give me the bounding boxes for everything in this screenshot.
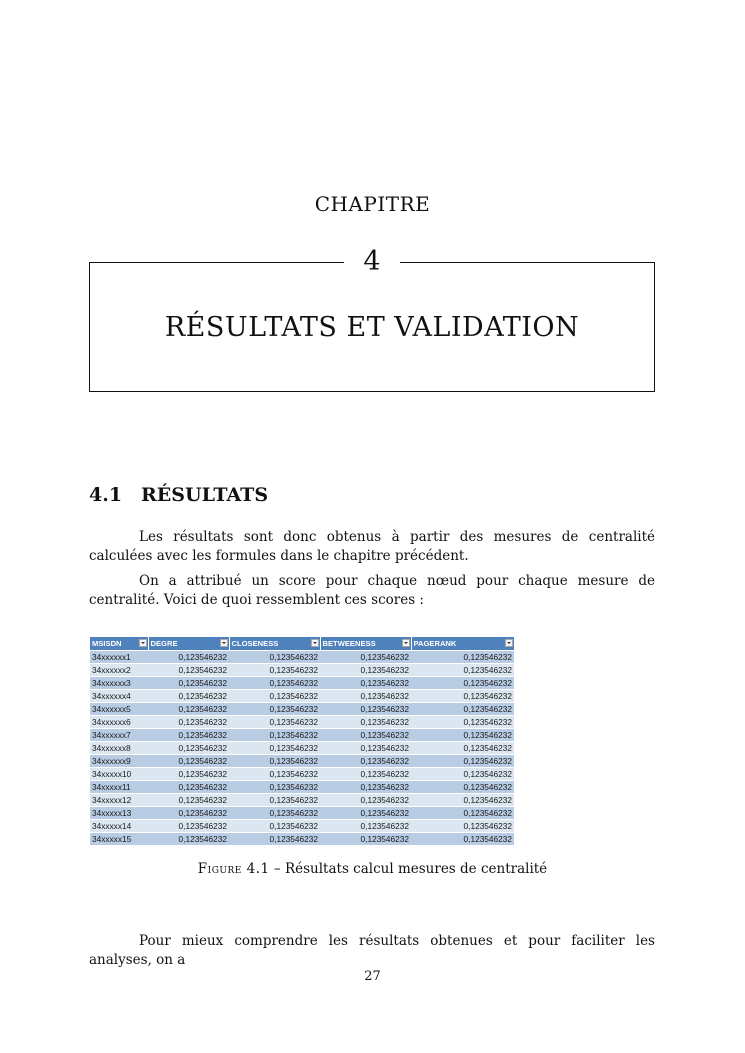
table-cell[interactable]: 0,123546232 bbox=[320, 807, 411, 820]
chapter-number: 4 bbox=[344, 245, 400, 279]
table-cell[interactable]: 34xxxxxx1 bbox=[90, 651, 148, 664]
table-header-row bbox=[90, 637, 514, 651]
table-cell[interactable]: 0,123546232 bbox=[229, 833, 320, 846]
table-row bbox=[90, 820, 514, 833]
chapter-label: CHAPITRE bbox=[314, 192, 431, 216]
table-cell[interactable]: 0,123546232 bbox=[148, 768, 229, 781]
table-cell[interactable]: 0,123546232 bbox=[320, 820, 411, 833]
paragraph-scores: On a attribué un score pour chaque nœud pour chaque mesure de centralité. Voici de quoi ressemblent ces scores : bbox=[89, 573, 655, 608]
table-cell[interactable]: 34xxxxx10 bbox=[90, 768, 148, 781]
filter-dropdown-icon[interactable] bbox=[311, 639, 319, 647]
table-cell[interactable]: 0,123546232 bbox=[320, 677, 411, 690]
table-row bbox=[90, 768, 514, 781]
table-cell[interactable]: 0,123546232 bbox=[148, 833, 229, 846]
table-cell[interactable]: 0,123546232 bbox=[229, 820, 320, 833]
table-row bbox=[90, 781, 514, 794]
table-cell[interactable]: 34xxxxx11 bbox=[90, 781, 148, 794]
table-cell[interactable]: 0,123546232 bbox=[320, 768, 411, 781]
table-cell[interactable]: 0,123546232 bbox=[148, 742, 229, 755]
table-cell[interactable]: 0,123546232 bbox=[320, 664, 411, 677]
filter-dropdown-icon[interactable] bbox=[402, 639, 410, 647]
table-cell[interactable]: 0,123546232 bbox=[229, 781, 320, 794]
table-body bbox=[90, 651, 514, 846]
table-cell[interactable]: 0,123546232 bbox=[229, 742, 320, 755]
table-cell[interactable]: 0,123546232 bbox=[411, 833, 514, 846]
table-cell[interactable]: 0,123546232 bbox=[320, 716, 411, 729]
paragraph-intro: Les résultats sont donc obtenus à partir des mesures de centralité calculées avec les formules dans le chapitre précédent. bbox=[89, 529, 655, 564]
table-cell[interactable]: 0,123546232 bbox=[320, 742, 411, 755]
table-cell[interactable]: 0,123546232 bbox=[148, 677, 229, 690]
table-row bbox=[90, 833, 514, 846]
table-cell[interactable]: 0,123546232 bbox=[148, 651, 229, 664]
figure-label: Figure 4.1 bbox=[197, 861, 270, 877]
results-table bbox=[90, 637, 515, 845]
chapter-title: RÉSULTATS ET VALIDATION bbox=[164, 312, 580, 343]
table-cell[interactable]: 34xxxxx12 bbox=[90, 794, 148, 807]
table-cell[interactable]: 0,123546232 bbox=[148, 716, 229, 729]
table-cell[interactable]: 34xxxxxx3 bbox=[90, 677, 148, 690]
table-cell[interactable]: 0,123546232 bbox=[320, 833, 411, 846]
header-closeness: CLOSENESS bbox=[229, 637, 320, 651]
table-row bbox=[90, 755, 514, 768]
table-cell[interactable]: 0,123546232 bbox=[411, 664, 514, 677]
table-cell[interactable]: 0,123546232 bbox=[320, 690, 411, 703]
table-cell[interactable]: 0,123546232 bbox=[320, 755, 411, 768]
table-cell[interactable]: 0,123546232 bbox=[148, 755, 229, 768]
table-cell[interactable]: 0,123546232 bbox=[411, 716, 514, 729]
header-msisdn: MSISDN bbox=[90, 637, 148, 651]
table-cell[interactable]: 0,123546232 bbox=[411, 820, 514, 833]
table-row bbox=[90, 690, 514, 703]
table-cell[interactable]: 0,123546232 bbox=[320, 729, 411, 742]
table-cell[interactable]: 0,123546232 bbox=[148, 794, 229, 807]
table-cell[interactable]: 0,123546232 bbox=[411, 677, 514, 690]
table-cell[interactable]: 0,123546232 bbox=[148, 807, 229, 820]
figure-caption: Figure 4.1 – Résultats calcul mesures de centralité bbox=[197, 861, 548, 877]
section-title: RÉSULTATS bbox=[141, 484, 269, 506]
table-cell[interactable]: 0,123546232 bbox=[411, 768, 514, 781]
table-cell[interactable]: 0,123546232 bbox=[229, 768, 320, 781]
table-cell[interactable]: 0,123546232 bbox=[229, 716, 320, 729]
results-figure bbox=[90, 637, 514, 845]
filter-dropdown-icon[interactable] bbox=[139, 639, 147, 647]
header-betweeness: BETWEENESS bbox=[320, 637, 411, 651]
table-cell[interactable]: 0,123546232 bbox=[229, 664, 320, 677]
table-row bbox=[90, 794, 514, 807]
table-cell[interactable]: 0,123546232 bbox=[411, 781, 514, 794]
table-row bbox=[90, 651, 514, 664]
table-cell[interactable]: 34xxxxx13 bbox=[90, 807, 148, 820]
table-cell[interactable]: 0,123546232 bbox=[320, 794, 411, 807]
table-cell[interactable]: 34xxxxx15 bbox=[90, 833, 148, 846]
section-number: 4.1 bbox=[89, 484, 123, 506]
table-cell[interactable]: 0,123546232 bbox=[148, 690, 229, 703]
table-cell[interactable]: 34xxxxxx4 bbox=[90, 690, 148, 703]
table-cell[interactable]: 34xxxxxx8 bbox=[90, 742, 148, 755]
table-cell[interactable]: 0,123546232 bbox=[411, 794, 514, 807]
filter-dropdown-icon[interactable] bbox=[220, 639, 228, 647]
table-cell[interactable]: 34xxxxx14 bbox=[90, 820, 148, 833]
table-cell[interactable]: 0,123546232 bbox=[411, 742, 514, 755]
table-cell[interactable]: 0,123546232 bbox=[320, 781, 411, 794]
table-cell[interactable]: 0,123546232 bbox=[148, 820, 229, 833]
table-cell[interactable]: 0,123546232 bbox=[411, 690, 514, 703]
table-cell[interactable]: 0,123546232 bbox=[411, 651, 514, 664]
table-cell[interactable]: 0,123546232 bbox=[411, 755, 514, 768]
table-cell[interactable]: 0,123546232 bbox=[148, 703, 229, 716]
paragraph-analysis: Pour mieux comprendre les résultats obtenues et pour faciliter les analyses, on a bbox=[89, 933, 655, 968]
table-cell[interactable]: 0,123546232 bbox=[229, 807, 320, 820]
filter-dropdown-icon[interactable] bbox=[505, 639, 513, 647]
page-number: 27 bbox=[364, 969, 381, 984]
table-cell[interactable]: 0,123546232 bbox=[411, 729, 514, 742]
table-cell[interactable]: 34xxxxxx2 bbox=[90, 664, 148, 677]
table-cell[interactable]: 34xxxxxx6 bbox=[90, 716, 148, 729]
table-row bbox=[90, 703, 514, 716]
table-row bbox=[90, 729, 514, 742]
header-pagerank: PAGERANK bbox=[411, 637, 514, 651]
table-cell[interactable]: 0,123546232 bbox=[229, 703, 320, 716]
table-cell[interactable]: 0,123546232 bbox=[229, 755, 320, 768]
table-cell[interactable]: 0,123546232 bbox=[148, 664, 229, 677]
table-row bbox=[90, 807, 514, 820]
figure-text: Résultats calcul mesures de centralité bbox=[284, 861, 548, 877]
table-cell[interactable]: 0,123546232 bbox=[411, 703, 514, 716]
table-cell[interactable]: 0,123546232 bbox=[411, 807, 514, 820]
table-cell[interactable]: 34xxxxxx5 bbox=[90, 703, 148, 716]
table-row bbox=[90, 716, 514, 729]
table-cell[interactable]: 0,123546232 bbox=[148, 729, 229, 742]
section-heading bbox=[89, 484, 268, 506]
table-cell[interactable]: 0,123546232 bbox=[320, 651, 411, 664]
table-row bbox=[90, 664, 514, 677]
table-cell[interactable]: 0,123546232 bbox=[320, 703, 411, 716]
table-cell[interactable]: 0,123546232 bbox=[229, 729, 320, 742]
table-cell[interactable]: 0,123546232 bbox=[148, 781, 229, 794]
table-cell[interactable]: 0,123546232 bbox=[229, 690, 320, 703]
table-cell[interactable]: 0,123546232 bbox=[229, 677, 320, 690]
table-cell[interactable]: 0,123546232 bbox=[229, 794, 320, 807]
table-cell[interactable]: 0,123546232 bbox=[229, 651, 320, 664]
table-cell[interactable]: 34xxxxxx9 bbox=[90, 755, 148, 768]
table-cell[interactable]: 34xxxxxx7 bbox=[90, 729, 148, 742]
table-row bbox=[90, 742, 514, 755]
header-degre: DEGRE bbox=[148, 637, 229, 651]
table-row bbox=[90, 677, 514, 690]
